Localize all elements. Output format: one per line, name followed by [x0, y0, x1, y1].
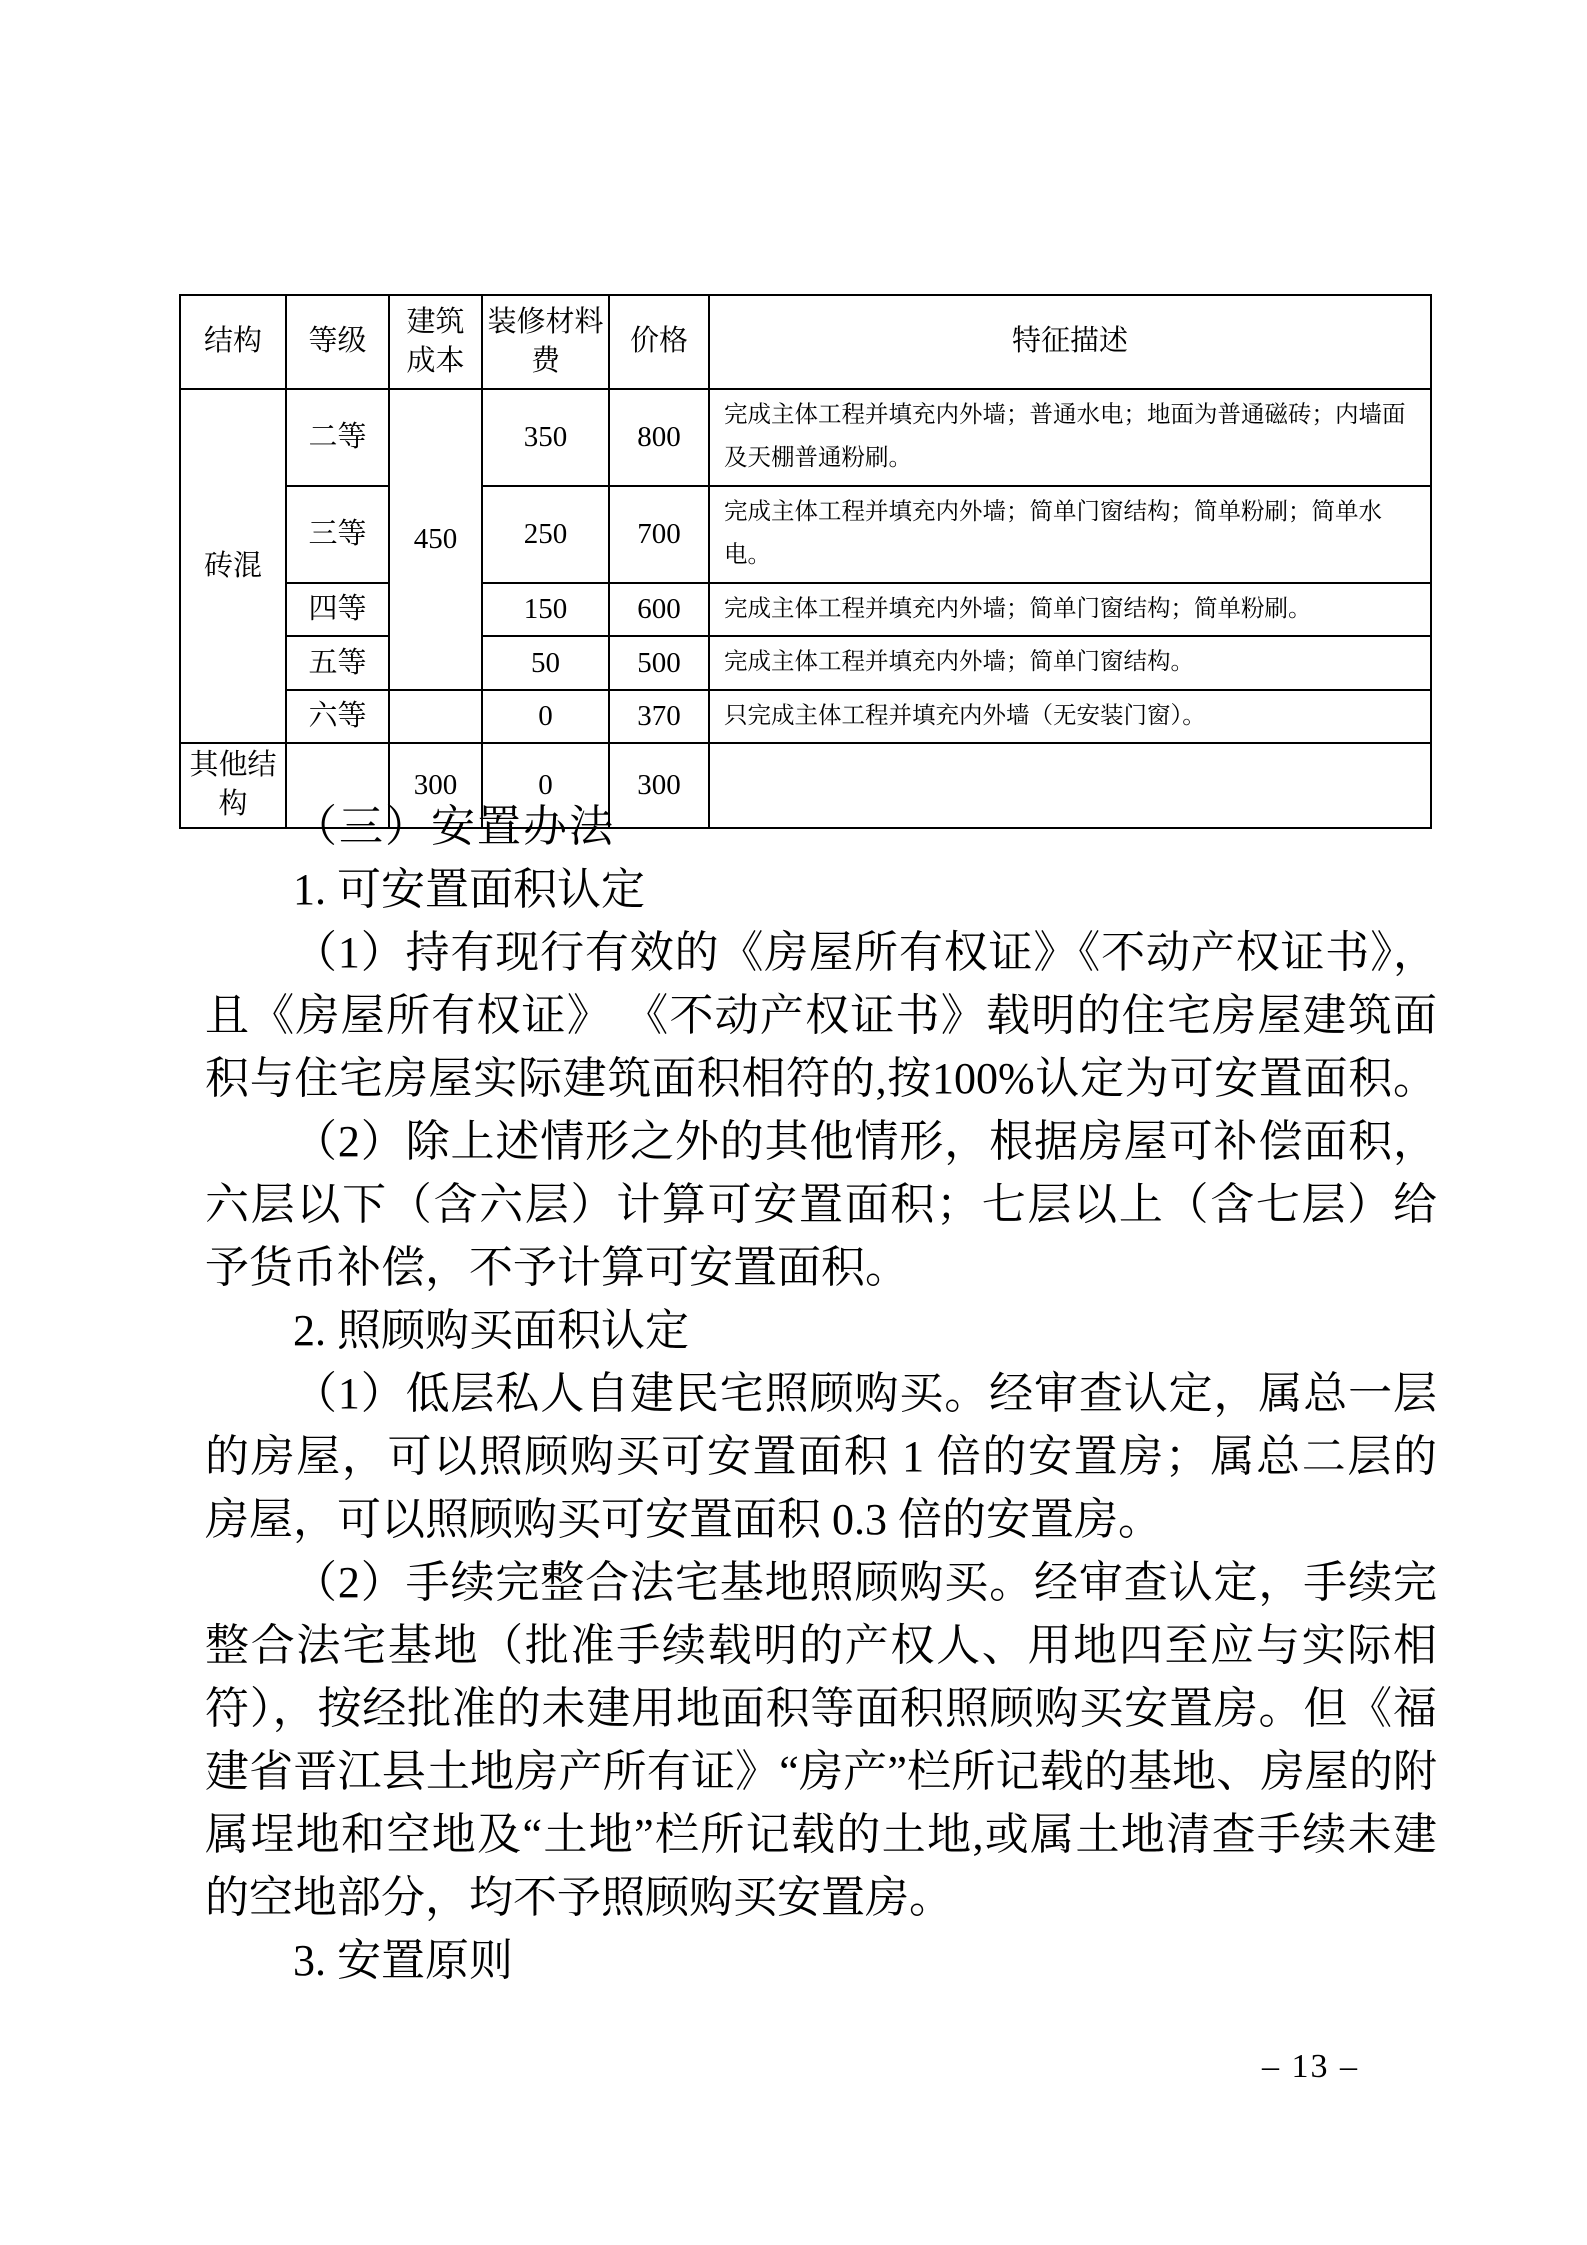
price-cell: 370: [609, 690, 709, 743]
decoration-cost-cell: 0: [482, 743, 609, 827]
body-line: 六层以下（含六层）计算可安置面积；七层以上（含七层）给: [205, 1180, 1437, 1229]
table-row: [180, 389, 1431, 486]
build-cost-cell: 300: [389, 743, 482, 827]
section-heading: （三）安置办法: [293, 802, 615, 851]
compensation-price-table: [179, 294, 1432, 829]
header-grade: 等级: [286, 295, 389, 389]
price-cell: 700: [609, 486, 709, 583]
structure-cell: 其他结构: [180, 743, 286, 827]
grade-cell: 五等: [286, 636, 389, 689]
subsection-heading: 3. 安置原则: [293, 1936, 513, 1985]
body-line: 建省晋江县土地房产所有证》“房产”栏所记载的基地、房屋的附: [205, 1747, 1437, 1796]
build-cost-cell: [389, 690, 482, 743]
subsection-heading: 1. 可安置面积认定: [293, 865, 645, 914]
build-cost-cell: 450: [389, 389, 482, 690]
page-number: – 13 –: [1262, 2048, 1359, 2085]
decoration-cost-cell: 350: [482, 389, 609, 486]
structure-cell: 砖混: [180, 389, 286, 743]
decoration-cost-cell: 0: [482, 690, 609, 743]
price-cell: 500: [609, 636, 709, 689]
table-header-row: [180, 295, 1431, 389]
grade-cell: 四等: [286, 583, 389, 636]
table-row: [180, 583, 1431, 636]
body-line: 的空地部分，均不予照顾购买安置房。: [205, 1873, 953, 1922]
price-cell: 300: [609, 743, 709, 827]
grade-cell: 六等: [286, 690, 389, 743]
body-line: 属埕地和空地及“土地”栏所记载的土地,或属土地清查手续未建: [205, 1810, 1437, 1859]
description-cell: 完成主体工程并填充内外墙；简单门窗结构；简单粉刷。: [709, 583, 1431, 636]
table-row: [180, 690, 1431, 743]
description-cell: 完成主体工程并填充内外墙；简单门窗结构。: [709, 636, 1431, 689]
body-line: 房屋，可以照顾购买可安置面积 0.3 倍的安置房。: [205, 1495, 1162, 1544]
body-line: 且《房屋所有权证》 《不动产权证书》载明的住宅房屋建筑面: [205, 991, 1437, 1040]
header-structure: 结构: [180, 295, 286, 389]
description-cell: 只完成主体工程并填充内外墙（无安装门窗）。: [709, 690, 1431, 743]
header-price: 价格: [609, 295, 709, 389]
body-line: （2）除上述情形之外的其他情形，根据房屋可补偿面积，: [293, 1117, 1437, 1166]
table-row: [180, 486, 1431, 583]
body-line: （2）手续完整合法宅基地照顾购买。经审查认定，手续完: [293, 1558, 1437, 1607]
description-cell: 完成主体工程并填充内外墙；普通水电；地面为普通磁砖；内墙面及天棚普通粉刷。: [709, 389, 1431, 486]
decoration-cost-cell: 150: [482, 583, 609, 636]
table-row: [180, 636, 1431, 689]
body-line: （1）持有现行有效的《房屋所有权证》《不动产权证书》，: [293, 928, 1437, 977]
grade-cell: 三等: [286, 486, 389, 583]
body-line: （1）低层私人自建民宅照顾购买。经审查认定，属总一层: [293, 1369, 1437, 1418]
body-line: 予货币补偿，不予计算可安置面积。: [205, 1243, 909, 1292]
price-cell: 800: [609, 389, 709, 486]
body-line: 积与住宅房屋实际建筑面积相符的,按100%认定为可安置面积。: [205, 1054, 1437, 1103]
body-line: 的房屋，可以照顾购买可安置面积 1 倍的安置房；属总二层的: [205, 1432, 1437, 1481]
decoration-cost-cell: 250: [482, 486, 609, 583]
grade-cell: 二等: [286, 389, 389, 486]
header-description: 特征描述: [709, 295, 1431, 389]
decoration-cost-cell: 50: [482, 636, 609, 689]
description-cell: 完成主体工程并填充内外墙；简单门窗结构；简单粉刷；简单水电。: [709, 486, 1431, 583]
body-line: 整合法宅基地（批准手续载明的产权人、用地四至应与实际相: [205, 1621, 1437, 1670]
header-build-cost: 建筑成本: [389, 295, 482, 389]
price-cell: 600: [609, 583, 709, 636]
subsection-heading: 2. 照顾购买面积认定: [293, 1306, 689, 1355]
header-decoration-cost: 装修材料费: [482, 295, 609, 389]
document-body: [205, 795, 1437, 1992]
body-line: 符），按经批准的未建用地面积等面积照顾购买安置房。但《福: [205, 1684, 1437, 1733]
